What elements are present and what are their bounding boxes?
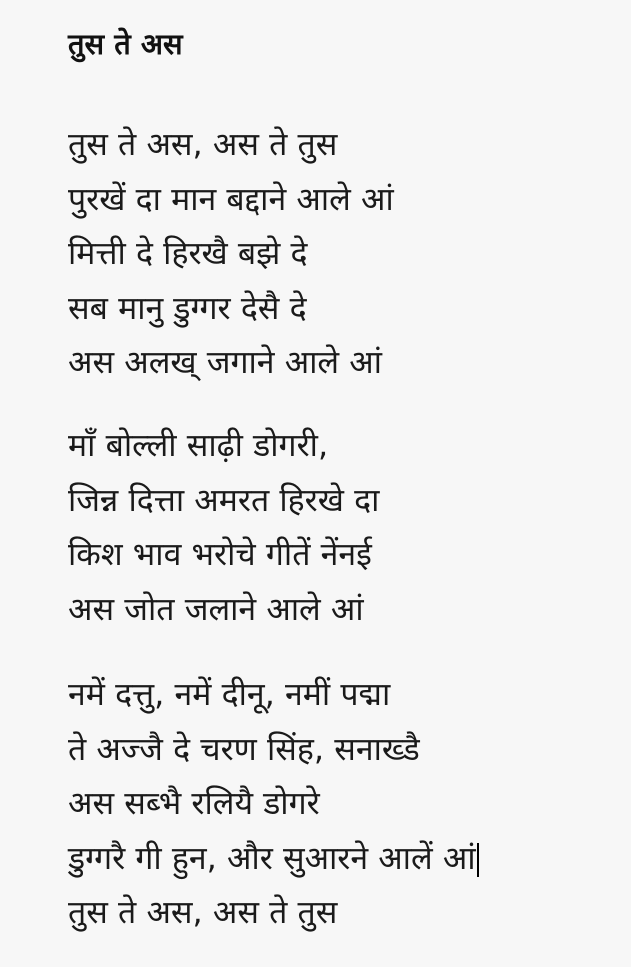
- poem-line: अस अलख् जगाने आले आं: [68, 343, 383, 381]
- stanza-3: [68, 667, 479, 940]
- poem-line: किश भाव भरोचे गीतें नेंनई: [68, 535, 372, 573]
- stanza-1: [68, 117, 394, 390]
- poem-line: अस सब्भै रलियै डोगरे: [68, 784, 320, 822]
- poem-line: तुस ते अस, अस ते तुस: [68, 893, 338, 931]
- poem-line: ते अज्जै दे चरण सिंह, सनाख्डै: [68, 729, 420, 768]
- poem-line: अस जोत जलाने आले आं: [68, 589, 364, 628]
- stanza-2: [68, 418, 379, 636]
- poem-line: जिन्न दित्ता अमरत हिरखे दा: [68, 480, 380, 519]
- poem-line-text: डुग्गरै गी हुन, और सुआरने आलें आं: [68, 838, 476, 877]
- text-cursor: [477, 843, 479, 877]
- poem-line: पुरखें दा मान बद्दाने आले आं: [68, 179, 394, 218]
- poem-line: नमें दत्तु, नमें दीनू, नमीं पद्मा: [68, 675, 391, 713]
- poem-line: माँ बोल्ली साढ़ी डोगरी,: [68, 426, 329, 464]
- poem-line-with-cursor[interactable]: [68, 831, 479, 886]
- poem-line: मित्ती दे हिरखै बझे दे: [68, 234, 308, 272]
- poem-title: तुस ते अस: [68, 27, 183, 61]
- poem-line: तुस ते अस, अस ते तुस: [68, 125, 338, 163]
- poem-line: सब मानु डुग्गर देसै दे: [68, 288, 307, 327]
